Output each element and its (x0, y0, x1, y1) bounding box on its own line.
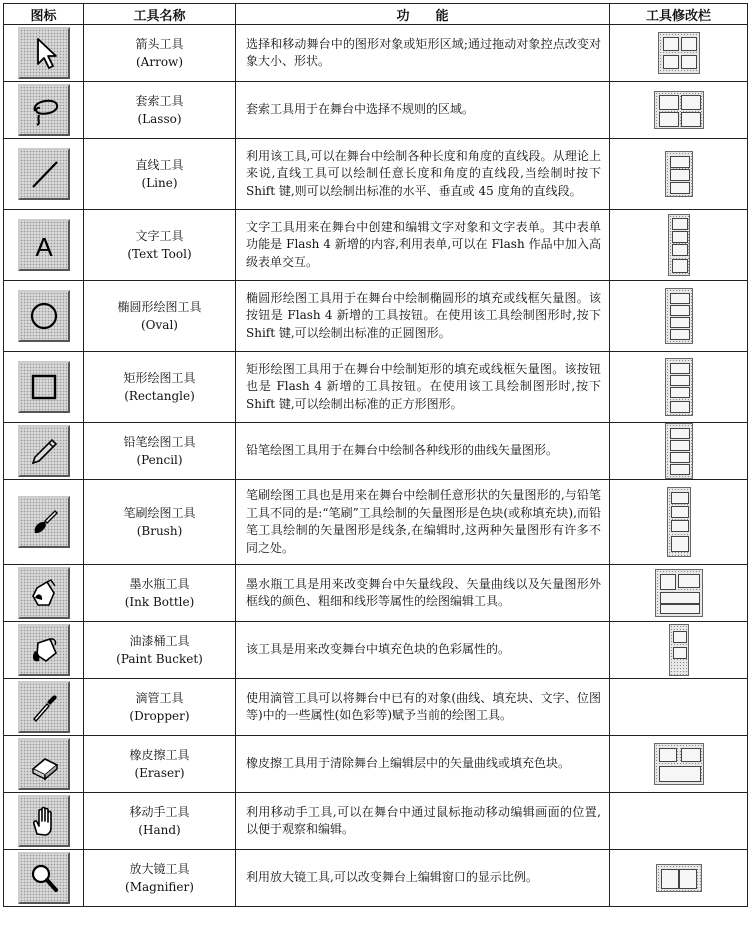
icon-cell (4, 139, 84, 210)
tool-name-cell (84, 25, 236, 82)
modifier-cell (610, 850, 748, 907)
table-row (4, 281, 748, 352)
tool-description: 利用该工具,可以在舞台中绘制各种长度和角度的直线段。从理论上来说,直线工具可以绘制任意长度和角度的直线段,当绘制时按下 Shift 键,则可以绘制出标准的水平、垂直或 45 度角的直线段。 (236, 139, 610, 210)
tool-name-cn: 椭圆形绘图工具 (117, 300, 202, 314)
modifier-button[interactable] (659, 95, 679, 110)
tool-name-cell (84, 565, 236, 622)
modifier-button[interactable] (663, 37, 679, 51)
oval-icon (18, 290, 70, 342)
tool-name-en: (Line) (141, 176, 178, 190)
tool-description: 矩形绘图工具用于在舞台中绘制矩形的填充或线框矢量图。该按钮也是 Flash 4 新增的工具按钮。在使用该工具绘制图形时,按下 Shift 键,可以绘制出标准的正方形图形。 (236, 352, 610, 423)
table-row (4, 793, 748, 850)
paint-bucket-icon (18, 624, 70, 676)
icon-cell (4, 281, 84, 352)
header-function: 功 能 (236, 4, 610, 25)
brush-icon (18, 496, 70, 548)
modifier-button[interactable] (670, 387, 690, 398)
table-row (4, 82, 748, 139)
tool-name-en: (Pencil) (136, 453, 183, 467)
modifier-cell (610, 423, 748, 480)
tool-name-cn: 箭头工具 (135, 37, 184, 51)
table-row (4, 25, 748, 82)
modifier-button[interactable] (659, 766, 701, 782)
icon-cell (4, 82, 84, 139)
tool-name-en: (Hand) (138, 823, 181, 837)
tool-description: 使用滴管工具可以将舞台中已有的对象(曲线、填充块、文字、位图等)中的一些属性(如色彩等)赋予当前的绘图工具。 (236, 679, 610, 736)
table-row (4, 352, 748, 423)
icon-cell (4, 679, 84, 736)
tool-name-en: (Text Tool) (127, 247, 192, 261)
modifier-button[interactable] (660, 574, 676, 590)
modifier-button[interactable] (670, 464, 690, 475)
table-row (4, 565, 748, 622)
text-tool-icon (18, 219, 70, 271)
modifier-button[interactable] (670, 452, 690, 463)
tool-name-cell (84, 480, 236, 565)
modifier-button[interactable] (661, 869, 679, 889)
table-row (4, 480, 748, 565)
arrow-icon (18, 27, 70, 79)
modifier-button[interactable] (671, 492, 689, 504)
dropper-icon (18, 681, 70, 733)
modifier-button[interactable] (670, 401, 690, 413)
tool-name-en: (Arrow) (136, 55, 183, 69)
modifier-panel (665, 288, 693, 344)
modifier-button[interactable] (671, 536, 689, 552)
modifier-cell (610, 352, 748, 423)
tool-description: 利用移动手工具,可以在舞台中通过鼠标拖动移动编辑画面的位置,以便于观察和编辑。 (236, 793, 610, 850)
tool-name-en: (Brush) (136, 524, 183, 538)
magnifier-icon (18, 852, 70, 904)
modifier-button[interactable] (670, 182, 690, 194)
rectangle-icon (18, 361, 70, 413)
tool-name-cell (84, 210, 236, 281)
modifier-button[interactable] (671, 520, 689, 532)
modifier-button[interactable] (670, 329, 690, 340)
modifier-panel (656, 864, 702, 892)
modifier-cell (610, 139, 748, 210)
modifier-panel (654, 743, 704, 785)
tool-description: 选择和移动舞台中的图形对象或矩形区域;通过拖动对象控点改变对象大小、形状。 (236, 25, 610, 82)
header-modifier: 工具修改栏 (610, 4, 748, 25)
modifier-button[interactable] (681, 112, 701, 127)
modifier-panel (655, 569, 703, 617)
tool-name-cn: 移动手工具 (129, 805, 190, 819)
modifier-button[interactable] (663, 55, 679, 69)
tool-name-cell (84, 139, 236, 210)
icon-cell (4, 622, 84, 679)
modifier-button[interactable] (670, 428, 690, 439)
tool-name-cell (84, 281, 236, 352)
tool-name-cn: 文字工具 (135, 229, 184, 243)
tool-name-en: (Eraser) (134, 766, 185, 780)
lasso-icon (18, 84, 70, 136)
tool-name-cell (84, 82, 236, 139)
modifier-button[interactable] (660, 604, 700, 614)
tool-name-en: (Paint Bucket) (116, 652, 203, 666)
modifier-button[interactable] (681, 95, 701, 110)
tool-name-cell (84, 622, 236, 679)
icon-cell (4, 210, 84, 281)
modifier-button[interactable] (670, 363, 690, 374)
tool-description: 利用放大镜工具,可以改变舞台上编辑窗口的显示比例。 (236, 850, 610, 907)
tool-description: 文字工具用来在舞台中创建和编辑文字对象和文字表单。其中表单功能是 Flash 4 新增的内容,利用表单,可以在 Flash 作品中加入高级表单交互。 (236, 210, 610, 281)
modifier-button[interactable] (681, 748, 701, 762)
modifier-button[interactable] (672, 244, 688, 256)
modifier-cell (610, 210, 748, 281)
tool-name-en: (Magnifier) (125, 880, 194, 894)
tool-description: 椭圆形绘图工具用于在舞台中绘制椭圆形的填充或线框矢量图。该按钮是 Flash 4 新增的工具按钮。在使用该工具绘制图形时,按下 Shift 键,可以绘制出标准的正圆图形。 (236, 281, 610, 352)
modifier-panel (665, 151, 693, 197)
modifier-cell (610, 25, 748, 82)
tool-name-cell (84, 850, 236, 907)
modifier-cell (610, 480, 748, 565)
tool-description: 笔刷绘图工具也是用来在舞台中绘制任意形状的矢量图形的,与铅笔工具不同的是:“笔刷”工具绘制的矢量图形是色块(或称填充块),而铅笔工具绘制的矢量图形是线条,在编辑时,这两种矢量图形有许多不同之处。 (236, 480, 610, 565)
modifier-button[interactable] (659, 112, 679, 127)
tool-name-cn: 铅笔绘图工具 (123, 435, 196, 449)
modifier-cell (610, 82, 748, 139)
tool-name-cell (84, 736, 236, 793)
modifier-panel (665, 423, 693, 479)
tool-name-cn: 直线工具 (135, 158, 184, 172)
tool-description: 该工具是用来改变舞台中填充色块的色彩属性的。 (236, 622, 610, 679)
icon-cell (4, 352, 84, 423)
tool-name-cn: 矩形绘图工具 (123, 371, 196, 385)
modifier-button[interactable] (670, 317, 690, 328)
tool-description: 墨水瓶工具是用来改变舞台中矢量线段、矢量曲线以及矢量图形外框线的颜色、粗细和线形等属性的绘图编辑工具。 (236, 565, 610, 622)
icon-cell (4, 25, 84, 82)
tool-description: 铅笔绘图工具用于在舞台中绘制各种线形的曲线矢量图形。 (236, 423, 610, 480)
table-row (4, 736, 748, 793)
icon-cell (4, 423, 84, 480)
table-row (4, 850, 748, 907)
modifier-button[interactable] (670, 169, 690, 181)
table-row (4, 210, 748, 281)
tool-name-cell (84, 793, 236, 850)
modifier-button[interactable] (670, 375, 690, 386)
modifier-cell (610, 679, 748, 736)
eraser-icon (18, 738, 70, 790)
modifier-button[interactable] (681, 37, 697, 51)
modifier-cell (610, 565, 748, 622)
tool-name-en: (Dropper) (129, 709, 190, 723)
tool-description: 套索工具用于在舞台中选择不规则的区域。 (236, 82, 610, 139)
modifier-button[interactable] (672, 218, 688, 230)
tool-name-cell (84, 352, 236, 423)
tool-name-cn: 笔刷绘图工具 (123, 506, 196, 520)
modifier-button[interactable] (673, 647, 687, 659)
modifier-button[interactable] (660, 592, 700, 604)
tool-name-en: (Lasso) (137, 112, 182, 126)
modifier-panel (658, 32, 700, 74)
table-row (4, 622, 748, 679)
modifier-panel (669, 624, 689, 676)
modifier-button[interactable] (670, 440, 690, 451)
tool-name-en: (Rectangle) (124, 389, 195, 403)
svg-text:A: A (34, 232, 53, 262)
modifier-cell (610, 793, 748, 850)
modifier-button[interactable] (670, 156, 690, 168)
hand-icon (18, 795, 70, 847)
modifier-panel (667, 487, 691, 557)
tools-table (3, 3, 748, 907)
tool-description: 橡皮擦工具用于清除舞台上编辑层中的矢量曲线或填充色块。 (236, 736, 610, 793)
modifier-panel (668, 214, 690, 276)
tool-name-cn: 套索工具 (135, 94, 184, 108)
tool-name-cn: 放大镜工具 (129, 862, 190, 876)
header-icon: 图标 (4, 4, 84, 25)
icon-cell (4, 850, 84, 907)
modifier-panel (665, 358, 693, 416)
line-icon (18, 148, 70, 200)
icon-cell (4, 565, 84, 622)
pencil-icon (18, 425, 70, 477)
tool-name-cn: 油漆桶工具 (129, 634, 190, 648)
tool-name-en: (Ink Bottle) (124, 595, 195, 609)
tool-name-cn: 滴管工具 (135, 691, 184, 705)
tool-name-cell (84, 423, 236, 480)
modifier-button[interactable] (672, 231, 688, 243)
table-row (4, 679, 748, 736)
modifier-button[interactable] (681, 55, 697, 69)
modifier-button[interactable] (672, 259, 688, 273)
modifier-cell (610, 281, 748, 352)
tool-name-en: (Oval) (141, 318, 178, 332)
modifier-panel (654, 91, 704, 129)
modifier-button[interactable] (670, 305, 690, 316)
table-row (4, 423, 748, 480)
header-row (4, 4, 748, 25)
header-name: 工具名称 (84, 4, 236, 25)
tool-name-cn: 墨水瓶工具 (129, 577, 190, 591)
icon-cell (4, 736, 84, 793)
modifier-button[interactable] (673, 631, 687, 643)
table-row (4, 139, 748, 210)
icon-cell (4, 480, 84, 565)
modifier-button[interactable] (659, 748, 677, 762)
tool-name-cell (84, 679, 236, 736)
modifier-button[interactable] (679, 869, 697, 889)
modifier-button[interactable] (670, 293, 690, 304)
modifier-cell (610, 736, 748, 793)
tool-name-cn: 橡皮擦工具 (129, 748, 190, 762)
modifier-button[interactable] (671, 506, 689, 518)
modifier-cell (610, 622, 748, 679)
ink-bottle-icon (18, 567, 70, 619)
icon-cell (4, 793, 84, 850)
modifier-button[interactable] (678, 574, 700, 588)
